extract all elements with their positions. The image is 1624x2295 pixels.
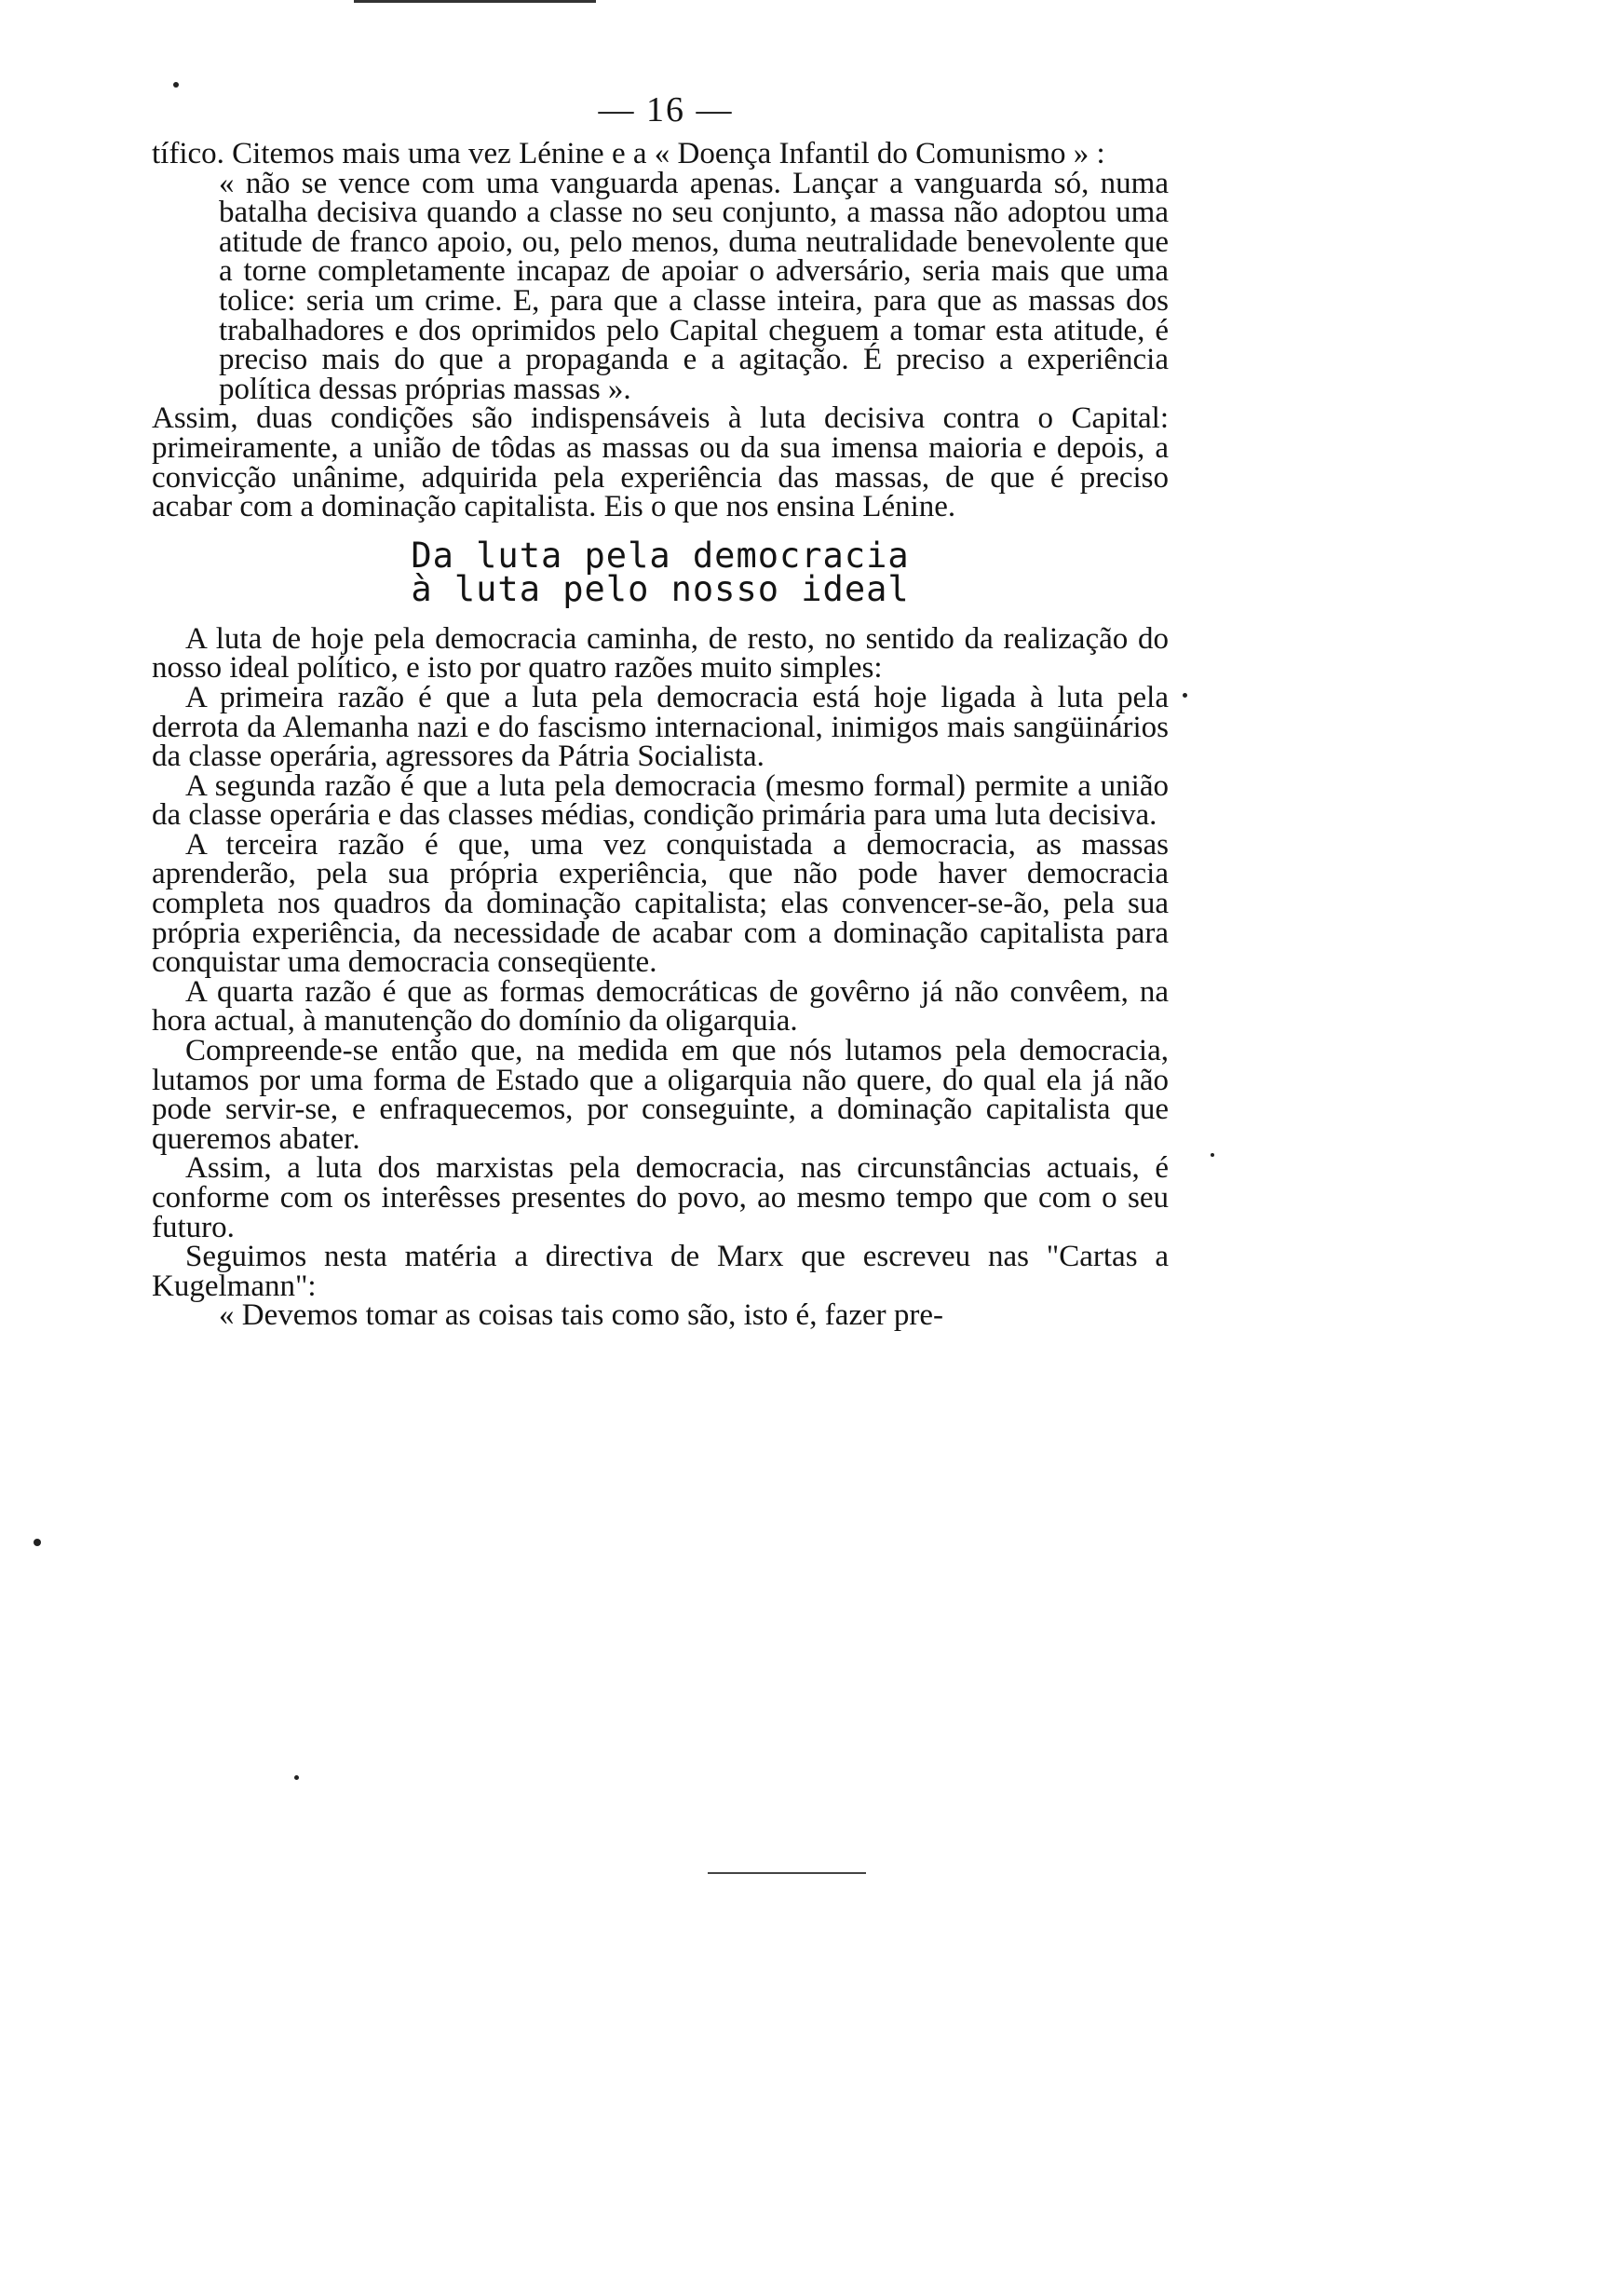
paragraph-continuation: tífico. Citemos mais uma vez Lénine e a « Doença Infantil do Comunismo » : xyxy=(152,137,1105,170)
section-heading-line-2: à luta pelo nosso ideal xyxy=(411,568,910,609)
bottom-rule xyxy=(708,1872,866,1874)
scan-speck xyxy=(1211,1153,1214,1157)
scan-speck xyxy=(34,1539,41,1546)
scan-speck xyxy=(1183,693,1187,698)
paragraph-first-reason: A primeira razão é que a luta pela democracia está hoje ligada à luta pela derrota da Alemanha nazi e do fascismo internacional, inimigos mais sangüinários da classe operária, agressores da Pátria Socialista. xyxy=(152,680,1169,774)
paragraph-marx-directive: Seguimos nesta matéria a directiva de Marx que escreveu nas "Cartas a Kugelmann": xyxy=(152,1240,1169,1303)
block-quote-lenine: « não se vence com uma vanguarda apenas. Lançar a vanguarda só, numa batalha decisiva quando a classe no seu conjunto, a massa não adoptou uma atitude de franco apoio, ou, pelo menos, duma neutralidade benevolente que a torne completamente incapaz de apoiar o adversário, seria mais que uma tolice: seria um crime. E, para que a classe inteira, para que as massas dos trabalhadores e dos oprimidos pelo Capital cheguem a tomar esta atitude, é preciso mais do que a propaganda e a agitação. É preciso a experiência política dessas próprias massas ». xyxy=(219,166,1169,406)
scan-speck xyxy=(173,82,179,88)
paragraph-intro-reasons: A luta de hoje pela democracia caminha, de resto, no sentido da realização do nosso ideal político, e isto por quatro razões muito simples: xyxy=(152,621,1169,686)
paragraph-marxist-struggle: Assim, a luta dos marxistas pela democracia, nas circunstâncias actuais, é conforme com os interêsses presentes do povo, ao mesmo tempo que com o seu futuro. xyxy=(152,1151,1169,1244)
paragraph-conclusion: Compreende-se então que, na medida em que nós lutamos pela democracia, lutamos por uma forma de Estado que a oligarquia não quere, do qual ela já não pode servir-se, e enfraquecemos, por conseguinte, a dominação capitalista que queremos abater. xyxy=(152,1034,1169,1156)
top-edge-rule xyxy=(354,0,596,3)
body-text xyxy=(152,137,1169,1333)
paragraph-second-reason: A segunda razão é que a luta pela democracia (mesmo formal) permite a união da classe operária e das classes médias, condição primária para uma luta decisiva. xyxy=(152,768,1169,833)
paragraph-fourth-reason: A quarta razão é que as formas democráticas de govêrno já não convêem, na hora actual, à manutenção do domínio da oligarquia. xyxy=(152,974,1169,1039)
page-number: — 16 — xyxy=(598,90,734,129)
scan-speck xyxy=(294,1775,299,1780)
block-quote-marx: « Devemos tomar as coisas tais como são, isto é, fazer pre- xyxy=(219,1298,943,1333)
paragraph-conditions: Assim, duas condições são indispensáveis à luta decisiva contra o Capital: primeiramente, a união de tôdas as massas ou da sua imensa maioria e depois, a convicção unânime, adquirida pela experiência das massas, de que é preciso acabar com a dominação capitalista. Eis o que nos ensina Lénine. xyxy=(152,401,1169,524)
section-heading xyxy=(152,535,1169,609)
section-heading-line-1: Da luta pela democracia xyxy=(411,535,910,576)
paragraph-third-reason: A terceira razão é que, uma vez conquistada a democracia, as massas aprenderão, pela sua própria experiência, que não pode haver democracia completa nos quadros da dominação capitalista; elas convencer-se-ão, pela sua própria experiência, da necessidade de acabar com a dominação capitalista para conquistar uma democracia conseqüente. xyxy=(152,827,1169,980)
